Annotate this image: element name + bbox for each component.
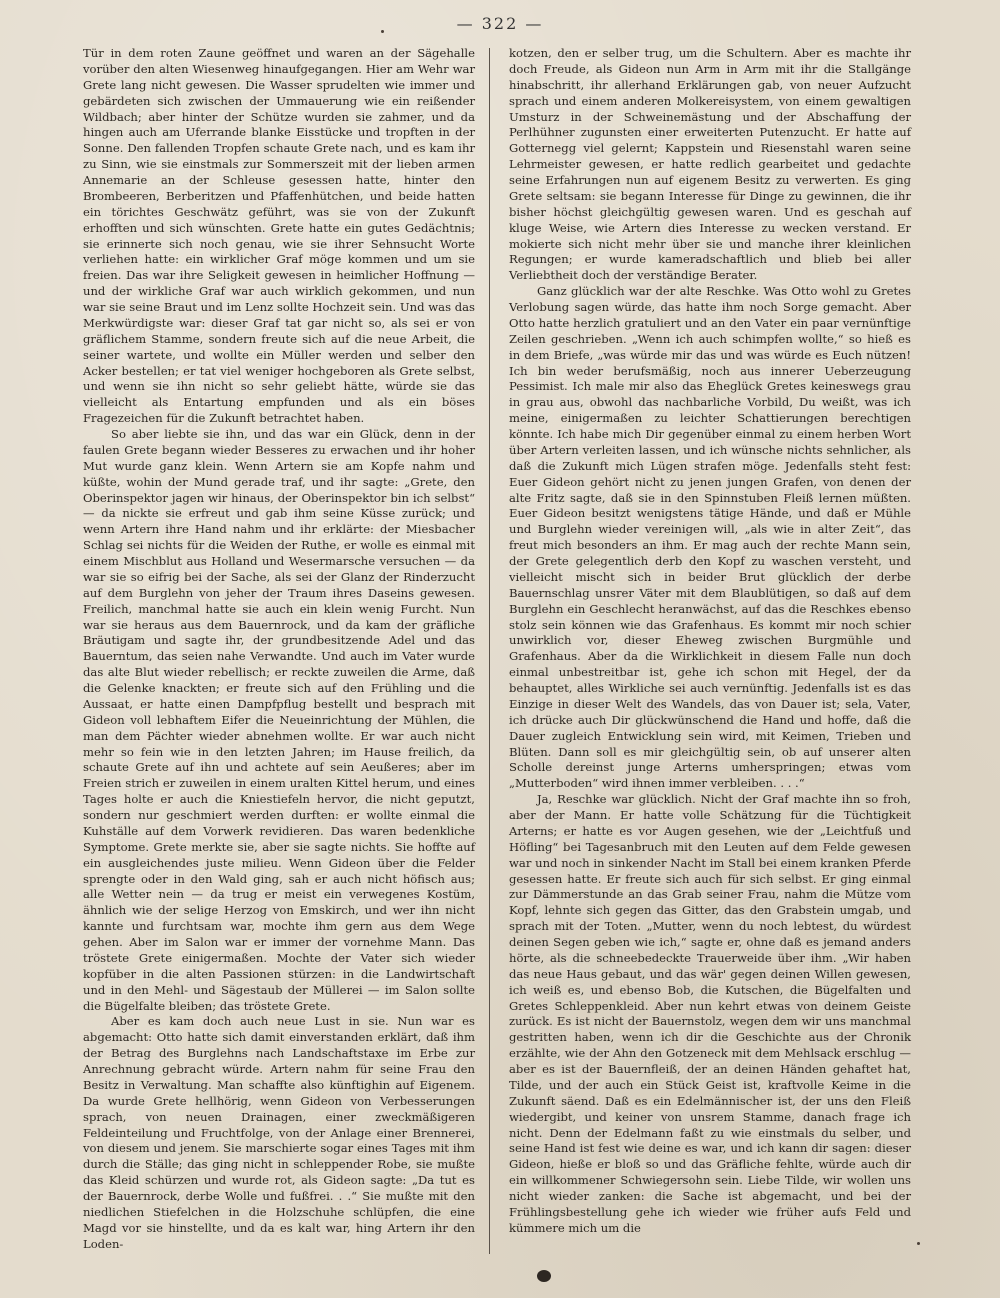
left-paragraph-3: Aber es kam doch auch neue Lust in sie. Nun war es abgemacht: Otto hatte sich damit einverstanden erklärt, daß ihm der Betrag des Burglehns nach Landschaftstaxe im Erbe zur Anrechnung gebracht würde. Artern nahm für seine Frau den Besitz in Verwaltung. Man schaffte also künftighin auf Eigenem. Da wurde Grete hellhörig, wenn Gideon von Verbesserungen sprach, von neuen Drainagen, einer zweckmäßigeren Feldeinteilung und Fruchtfolge, von der Anlage einer Brennerei, von diesem und jenem. Sie marschierte sogar eines Tages mit ihm durch die Ställe; das ging nicht in schleppender Robe, sie mußte das Kleid schürzen und wurde rot, als Gideon sagte: „Da tut es der Bauernrock, derbe Wolle und fußfrei. . .“ Sie mußte mit den niedlichen Stiefelchen in die Holzschuhe schlüpfen, die eine Magd vor sie hinstellte, und da es kalt war, hing Artern ihr den Loden- <box>83 1014 475 1251</box>
right-paragraph-3: Ja, Reschke war glücklich. Nicht der Graf machte ihn so froh, aber der Mann. Er hatte volle Schätzung für die Tüchtigkeit Arterns; er hatte es vor Augen gesehen, wie der „Leichtfuß und Höfling“ bei Tagesanbruch mit den Leuten auf dem Felde gewesen war und noch in sinkender Nacht im Stall bei einem kranken Pferde gesessen hatte. Er freute sich auch für sich selbst. Er ging einmal zur Dämmerstunde an das Grab seiner Frau, nahm die Mütze vom Kopf, lehnte sich gegen das Gitter, das den Grabstein umgab, und sprach mit der Toten. „Mutter, wenn du noch lebtest, du würdest deinen Segen geben wie ich,“ sagte er, ohne daß es jemand anders hörte, als die schneebedeckte Trauerweide über ihm. „Wir haben das neue Haus gebaut, und das wär' gegen deinen Willen gewesen, ich weiß es, und ebenso Bob, die Kutschen, die Bügelfalten und Gretes Schleppenkleid. Aber nun kehrt etwas von deinem Geiste zurück. Es ist nicht der Bauernstolz, wegen dem wir uns manchmal gestritten haben, wenn ich dir die Geschichte aus der Chronik erzählte, wie der Ahn den Gotzeneck mit dem Mehlsack erschlug — aber es ist der Bauernfleiß, der an deinen Händen gehaftet hat, Tilde, und der auch ein Stück Geist ist, kraftvolle Keime in die Zukunft säend. Daß es ein Edelmännischer ist, der uns den Fleiß wiedergibt, und keiner von unsrem Stamme, danach frage ich nicht. Denn der Edelmann faßt zu wie einstmals du selber, und seine Hand ist fest wie deine es war, und ich kann dir sagen: dieser Gideon, hieße er bloß so und das Gräfliche fehlte, würde auch dir ein willkommener Schwiegersohn sein. Liebe Tilde, wir wollen uns nicht wieder zanken: die Sache ist abgemacht, und bei der Frühlingsbestellung gehe ich wieder wie früher aufs Feld und kümmere mich um die <box>509 792 911 1235</box>
left-column <box>83 46 475 1253</box>
right-paragraph-1: kotzen, den er selber trug, um die Schultern. Aber es machte ihr doch Freude, als Gideon nun Arm in Arm mit ihr die Stallgänge hinabschritt, ihr allerhand Erklärungen gab, von neuer Aufzucht sprach und einem anderen Molkereisystem, von einem gewaltigen Umsturz in der Schweinemästung und der Abschaffung der Perlhühner zugunsten einer erweiterten Putenzucht. Er hatte auf Gotternegg viel gelernt; Kappstein und Riesenstahl waren seine Lehrmeister gewesen, er hatte redlich gearbeitet und gedachte seine Erfahrungen nun auf eigenem Besitz zu verwerten. Es ging Grete seltsam: sie begann Interesse für Dinge zu gewinnen, die ihr bisher höchst gleichgültig gewesen waren. Und es geschah auf kluge Weise, wie Artern dies Interesse zu wecken verstand. Er mokierte sich nicht mehr über sie und manche ihrer kleinlichen Regungen; er wurde kameradschaftlich und blieb bei aller Verliebtheit doch der verständige Berater. <box>509 46 911 283</box>
paper-speck-icon <box>917 1242 920 1245</box>
page-number: — 322 — <box>456 14 544 33</box>
footer-ornament-icon <box>537 1270 551 1282</box>
column-divider <box>489 48 490 1254</box>
left-paragraph-2: So aber liebte sie ihn, und das war ein Glück, denn in der faulen Grete begann wieder Besseres zu erwachen und ihr hoher Mut wurde ganz klein. Wenn Artern sie am Kopfe nahm und küßte, wohin der Mund gerade traf, und ihr sagte: „Grete, den Oberinspektor jagen wir hinaus, der Oberinspektor bin ich selbst“ — da nickte sie erfreut und gab ihm seine Küsse zurück; und wenn Artern ihre Hand nahm und ihr erklärte: der Miesbacher Schlag sei nichts für die Weiden der Ruthe, er wolle es einmal mit einem Mischblut aus Holland und Wesermarsche versuchen — da war sie so eifrig bei der Sache, als sei der Glanz der Rinderzucht auf dem Burglehn von jeher der Traum ihres Daseins gewesen. Freilich, manchmal hatte sie auch ein klein wenig Furcht. Nun war sie heraus aus dem Bauernrock, und da kam der gräfliche Bräutigam und sagte ihr, der grundbesitzende Adel und das Bauerntum, das seien nahe Verwandte. Und auch im Vater wurde das alte Blut wieder rebellisch; er reckte zuweilen die Arme, daß die Gelenke knackten; er freute sich auf den Frühling und die Aussaat, er hatte einen Dampfpflug bestellt und besprach mit Gideon voll lebhaftem Eifer die Neueinrichtung der Mühlen, die man dem Pächter wieder abnehmen wollte. Er war auch nicht mehr so fein wie in den letzten Jahren; im Hause freilich, da schaute Grete auf ihn und achtete auf sein Aeußeres; aber im Freien strich er zuweilen in einem uralten Kittel herum, und eines Tages holte er auch die Kniestiefeln hervor, die nicht geputzt, sondern nur geschmiert werden durften: er wollte einmal die Kuhställe auf dem Vorwerk revidieren. Das waren bedenkliche Symptome. Grete merkte sie, aber sie sagte nichts. Sie hoffte auf ein ausgleichendes juste milieu. Wenn Gideon über die Felder sprengte oder in den Wald ging, sah er auch nicht höfisch aus; alle Wetter nein — da trug er meist ein verwegenes Kostüm, ähnlich wie der selige Herzog von Emskirch, und wer ihn nicht kannte und furchtsam war, mochte ihm gern aus dem Wege gehen. Aber im Salon war er immer der vornehme Mann. Das tröstete Grete einigermaßen. Mochte der Vater sich wieder kopfüber in die alten Passionen stürzen: in die Landwirtschaft und in den Mehl- und Sägestaub der Müllerei — im Salon sollte die Bügelfalte bleiben; das tröstete Grete. <box>83 427 475 1013</box>
right-paragraph-2: Ganz glücklich war der alte Reschke. Was Otto wohl zu Gretes Verlobung sagen würde, das hatte ihm noch Sorge gemacht. Aber Otto hatte herzlich gratuliert und an den Vater ein paar vernünftige Zeilen geschrieben. „Wenn ich auch schimpfen wollte,“ so hieß es in dem Briefe, „was würde mir das und was würde es Euch nützen! Ich bin weder berufsmäßig, noch aus innerer Ueberzeugung Pessimist. Ich male mir also das Eheglück Gretes keineswegs grau in grau aus, obwohl das nachbarliche Vorbild, Du weißt, was ich meine, einigermaßen zu leichter Schattierungen berechtigen könnte. Ich habe mich Dir gegenüber einmal zu einem herben Wort über Artern verleiten lassen, und ich wünsche nichts sehnlicher, als daß die Zukunft mich Lügen strafen möge. Jedenfalls steht fest: Euer Gideon gehört nicht zu jenen jungen Grafen, von denen der alte Fritz sagte, daß sie in den Spinnstuben Fleiß lernen müßten. Euer Gideon besitzt wenigstens tätige Hände, und daß er Mühle und Burglehn wieder vereinigen will, „als wie in alter Zeit“, das freut mich besonders an ihm. Er mag auch der rechte Mann sein, der Grete gelegentlich derb den Kopf zu waschen versteht, und vielleicht mischt sich in beider Brut glücklich der derbe Bauernschlag unsrer Väter mit dem Blaublütigen, so daß auf dem Burglehn ein Geschlecht heranwächst, auf das die Reschkes ebenso stolz sein können wie das Grafenhaus. Es kommt mir noch schier unwirklich vor, dieser Eheweg zwischen Burgmühle und Grafenhaus. Aber da die Wirklichkeit in diesem Falle nun doch einmal unbestreitbar ist, gehe ich schon mit Hegel, der da behauptet, alles Wirkliche sei auch vernünftig. Jedenfalls ist es das Einzige in dieser Welt des Wandels, das von Dauer ist; sela, Vater, ich drücke auch Dir glückwünschend die Hand und hoffe, daß die Dauer zugleich Entwicklung sein wird, mit Keimen, Trieben und Blüten. Dann soll es mir gleichgültig sein, ob auf unserer alten Scholle dereinst junge Arterns umherspringen; etwas vom „Mutterboden“ wird ihnen immer verbleiben. . . .“ <box>509 284 911 791</box>
left-paragraph-1: Tür in dem roten Zaune geöffnet und waren an der Sägehalle vorüber den alten Wiesenweg hinaufgegangen. Hier am Wehr war Grete lang nicht gewesen. Die Wasser sprudelten wie immer und gebärdeten sich zwischen der Ummauerung wie ein reißender Wildbach; aber hinter der Schütze wurden sie zahmer, und da hingen auch am Uferrande blanke Eisstücke und tropften in der Sonne. Den fallenden Tropfen schaute Grete nach, und es kam ihr zu Sinn, wie sie einstmals zur Sommerszeit mit der lieben armen Annemarie an der Schleuse gesessen hatte, hinter den Brombeeren, Berberitzen und Pfaffenhütchen, und beide hatten ein törichtes Geschwätz geführt, was sie von der Zukunft erhofften und sich wünschten. Grete hatte ein gutes Gedächtnis; sie erinnerte sich noch genau, wie sie ihrer Sehnsucht Worte verliehen hatte: ein wirklicher Graf möge kommen und um sie freien. Das war ihre Seligkeit gewesen in heimlicher Hoffnung — und der wirkliche Graf war auch wirklich gekommen, und nun war sie seine Braut und im Lenz sollte Hochzeit sein. Und was das Merkwürdigste war: dieser Graf tat gar nicht so, als sei er von gräflichem Stamme, sondern freute sich auf die neue Arbeit, die seiner wartete, und wollte ein Müller werden und selber den Acker bestellen; er tat viel weniger hochgeboren als Grete selbst, und wenn sie ihn nicht so sehr geliebt hätte, würde sie das vielleicht als Entartung empfunden und als ein böses Fragezeichen für die Zukunft betrachtet haben. <box>83 46 475 426</box>
paper-speck-icon <box>381 30 384 33</box>
right-column <box>509 46 911 1237</box>
